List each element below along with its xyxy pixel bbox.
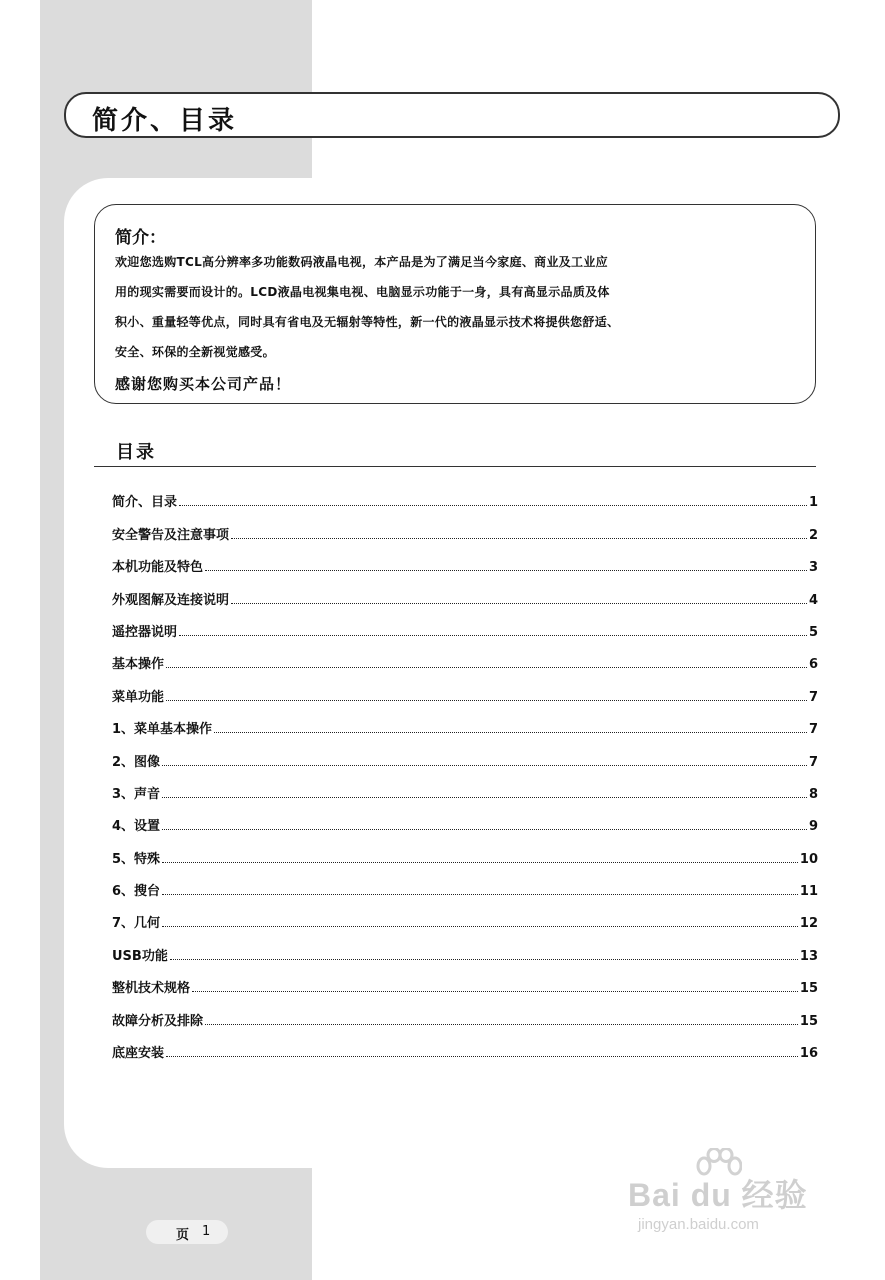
toc-entry-label: 5、特殊 bbox=[112, 851, 161, 867]
toc-entry-safety[interactable] bbox=[112, 510, 818, 542]
dot-leader bbox=[170, 958, 798, 960]
toc-entry-channel-search[interactable] bbox=[112, 867, 818, 899]
intro-box bbox=[94, 204, 816, 404]
dot-leader bbox=[162, 925, 798, 927]
toc-entry-page: 2 bbox=[808, 527, 818, 543]
toc-entry-page: 16 bbox=[799, 1046, 818, 1062]
watermark-brand: Bai du 经验 bbox=[628, 1177, 808, 1213]
dot-leader bbox=[231, 537, 807, 539]
toc-entry-label: 7、几何 bbox=[112, 916, 161, 932]
toc-entry-label: 4、设置 bbox=[112, 819, 161, 835]
toc-entry-page: 7 bbox=[808, 754, 818, 770]
toc-entry-settings[interactable] bbox=[112, 802, 818, 834]
intro-line: 用的现实需要而设计的。LCD液晶电视集电视、电脑显示功能于一身，具有高显示品质及体 bbox=[115, 285, 610, 299]
intro-line: 安全、环保的全新视觉感受。 bbox=[115, 345, 275, 359]
toc-entry-page: 1 bbox=[808, 495, 818, 511]
dot-leader bbox=[231, 602, 807, 604]
toc-entry-label: 1、菜单基本操作 bbox=[112, 722, 213, 738]
toc-entry-label: 底座安装 bbox=[112, 1046, 165, 1062]
toc-entry-intro[interactable] bbox=[112, 478, 818, 510]
intro-line: 欢迎您选购TCL高分辨率多功能数码液晶电视，本产品是为了满足当今家庭、商业及工业应 bbox=[115, 255, 608, 269]
toc-list bbox=[112, 478, 818, 1061]
page-number: 1 bbox=[202, 1224, 211, 1239]
toc-entry-sound[interactable] bbox=[112, 770, 818, 802]
toc-entry-page: 15 bbox=[799, 1013, 818, 1029]
dot-leader bbox=[162, 828, 807, 830]
toc-entry-label: 简介、目录 bbox=[112, 495, 178, 511]
intro-line: 积小、重量轻等优点，同时具有省电及无辐射等特性，新一代的液晶显示技术将提供您舒适、 bbox=[115, 315, 620, 329]
dot-leader bbox=[162, 861, 798, 863]
toc-entry-page: 7 bbox=[808, 689, 818, 705]
baidu-jingyan-watermark bbox=[624, 1148, 844, 1248]
toc-divider bbox=[94, 466, 816, 467]
toc-entry-menu[interactable] bbox=[112, 672, 818, 704]
watermark-url: jingyan.baidu.com bbox=[638, 1216, 759, 1233]
toc-entry-label: 本机功能及特色 bbox=[112, 560, 204, 576]
dot-leader bbox=[166, 699, 807, 701]
toc-entry-geometry[interactable] bbox=[112, 899, 818, 931]
toc-entry-remote[interactable] bbox=[112, 608, 818, 640]
toc-heading: 目录 bbox=[116, 442, 156, 463]
toc-entry-page: 13 bbox=[799, 948, 818, 964]
toc-entry-label: 安全警告及注意事项 bbox=[112, 527, 230, 543]
toc-entry-page: 6 bbox=[808, 657, 818, 673]
page-label: 页 bbox=[176, 1228, 190, 1243]
toc-entry-label: 3、声音 bbox=[112, 786, 161, 802]
dot-leader bbox=[179, 634, 807, 636]
toc-entry-page: 8 bbox=[808, 786, 818, 802]
toc-entry-page: 11 bbox=[799, 884, 818, 900]
toc-entry-appearance[interactable] bbox=[112, 575, 818, 607]
toc-entry-page: 7 bbox=[808, 722, 818, 738]
toc-entry-label: 菜单功能 bbox=[112, 689, 165, 705]
toc-entry-label: 2、图像 bbox=[112, 754, 161, 770]
toc-entry-page: 12 bbox=[799, 916, 818, 932]
toc-entry-page: 9 bbox=[808, 819, 818, 835]
toc-entry-label: USB功能 bbox=[112, 948, 168, 964]
toc-entry-picture[interactable] bbox=[112, 737, 818, 769]
toc-entry-page: 15 bbox=[799, 981, 818, 997]
toc-entry-special[interactable] bbox=[112, 834, 818, 866]
dot-leader bbox=[162, 893, 798, 895]
toc-entry-label: 基本操作 bbox=[112, 657, 165, 673]
dot-leader bbox=[205, 569, 807, 571]
toc-entry-features[interactable] bbox=[112, 543, 818, 575]
dot-leader bbox=[205, 1023, 798, 1025]
toc-entry-page: 3 bbox=[808, 560, 818, 576]
toc-entry-specifications[interactable] bbox=[112, 964, 818, 996]
dot-leader bbox=[162, 764, 807, 766]
toc-entry-page: 10 bbox=[799, 851, 818, 867]
dot-leader bbox=[166, 666, 807, 668]
intro-paragraph bbox=[115, 255, 805, 375]
intro-thanks: 感谢您购买本公司产品！ bbox=[115, 375, 292, 393]
toc-entry-page: 4 bbox=[808, 592, 818, 608]
page-title: 简介、目录 bbox=[92, 106, 238, 136]
intro-heading: 简介： bbox=[115, 228, 166, 248]
toc-entry-troubleshooting[interactable] bbox=[112, 996, 818, 1028]
toc-entry-label: 遥控器说明 bbox=[112, 624, 178, 640]
dot-leader bbox=[162, 796, 807, 798]
toc-entry-page: 5 bbox=[808, 624, 818, 640]
page-number-tab bbox=[146, 1220, 228, 1244]
toc-entry-label: 整机技术规格 bbox=[112, 981, 191, 997]
dot-leader bbox=[192, 990, 798, 992]
toc-entry-usb[interactable] bbox=[112, 931, 818, 963]
toc-entry-basic-operation[interactable] bbox=[112, 640, 818, 672]
toc-entry-label: 6、搜台 bbox=[112, 884, 161, 900]
dot-leader bbox=[166, 1055, 798, 1057]
title-bar bbox=[64, 92, 840, 138]
toc-entry-menu-basics[interactable] bbox=[112, 705, 818, 737]
dot-leader bbox=[179, 504, 807, 506]
toc-entry-label: 外观图解及连接说明 bbox=[112, 592, 230, 608]
toc-entry-stand-installation[interactable] bbox=[112, 1029, 818, 1061]
dot-leader bbox=[214, 731, 807, 733]
toc-entry-label: 故障分析及排除 bbox=[112, 1013, 204, 1029]
